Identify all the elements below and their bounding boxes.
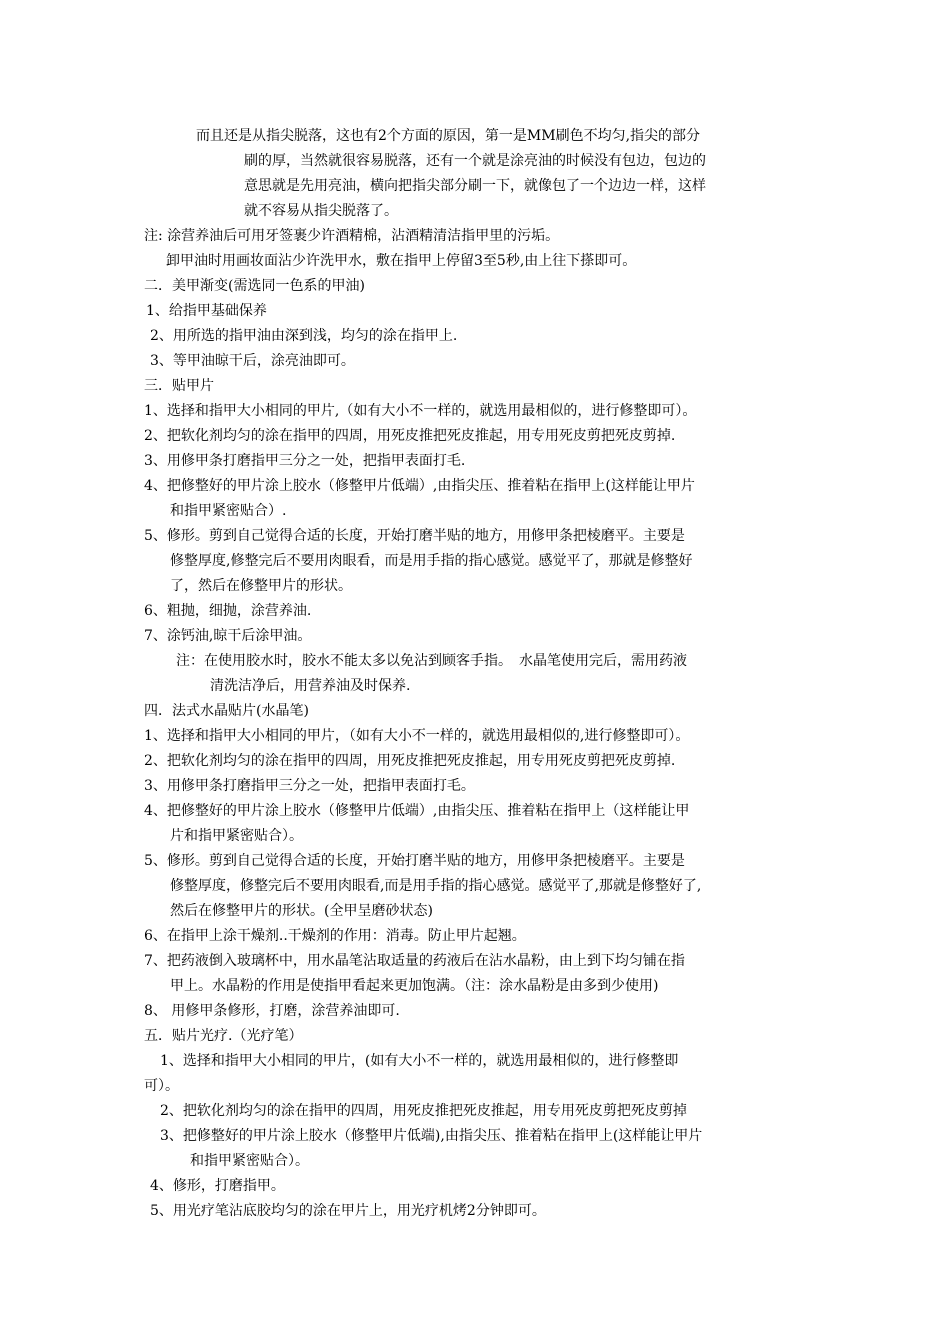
- text-line: 1、选择和指甲大小相同的甲片，(如有大小不一样的，就选用最相似的，进行修整即: [160, 1053, 679, 1069]
- text-line: 5、修形。剪到自己觉得合适的长度，开始打磨半贴的地方，用修甲条把棱磨平。主要是: [144, 853, 685, 869]
- text-line: 2、用所选的指甲油由深到浅，均匀的涂在指甲上.: [150, 328, 458, 344]
- text-line: 3、用修甲条打磨指甲三分之一处，把指甲表面打毛。: [144, 778, 475, 794]
- text-line: 了，然后在修整甲片的形状。: [170, 578, 352, 594]
- text-line: 4、修形，打磨指甲。: [150, 1178, 285, 1194]
- text-line: 1、选择和指甲大小相同的甲片,（如有大小不一样的，就选用最相似的，进行修整即可）。: [144, 403, 697, 419]
- text-line: 和指甲紧密贴合）.: [170, 503, 287, 519]
- text-line: 2、把软化剂均匀的涂在指甲的四周，用死皮推把死皮推起，用专用死皮剪把死皮剪掉: [160, 1103, 687, 1119]
- text-line: 5、用光疗笔沾底胶均匀的涂在甲片上，用光疗机烤2分钟即可。: [150, 1203, 546, 1219]
- text-line: 和指甲紧密贴合）。: [190, 1153, 309, 1169]
- text-line: 1、选择和指甲大小相同的甲片，（如有大小不一样的，就选用最相似的,进行修整即可）。: [144, 728, 690, 744]
- text-line: 8、 用修甲条修形，打磨，涂营养油即可.: [144, 1003, 400, 1019]
- section-heading: 四．法式水晶贴片(水晶笔): [144, 703, 309, 719]
- section-heading: 五．贴片光疗.（光疗笔）: [144, 1028, 303, 1044]
- text-line: 4、把修整好的甲片涂上胶水（修整甲片低端）,由指尖压、推着粘在指甲上(这样能让甲片: [144, 478, 695, 494]
- text-line: 5、修形。剪到自己觉得合适的长度，开始打磨半贴的地方，用修甲条把棱磨平。主要是: [144, 528, 685, 544]
- text-line: 甲上。水晶粉的作用是使指甲看起来更加饱满。（注：涂水晶粉是由多到少使用): [170, 978, 659, 994]
- text-line: 1、给指甲基础保养: [146, 303, 267, 319]
- text-line: 4、把修整好的甲片涂上胶水（修整甲片低端）,由指尖压、推着粘在指甲上（这样能让甲: [144, 803, 690, 819]
- text-line: 片和指甲紧密贴合）。: [170, 828, 303, 844]
- section-heading: 二．美甲渐变(需选同一色系的甲油): [144, 278, 365, 294]
- text-line: 就不容易从指尖脱落了。: [244, 203, 398, 219]
- text-line: 注：在使用胶水时，胶水不能太多以免沾到顾客手指。 水晶笔使用完后，需用药液: [176, 653, 687, 669]
- section-heading: 三．贴甲片: [144, 378, 214, 394]
- text-line: 意思就是先用亮油，横向把指尖部分刷一下，就像包了一个边边一样，这样: [244, 178, 706, 194]
- text-line: 修整厚度,修整完后不要用肉眼看，而是用手指的指心感觉。感觉平了，那就是修整好: [170, 553, 693, 569]
- text-line: 7、把药液倒入玻璃杯中，用水晶笔沾取适量的药液后在沾水晶粉，由上到下均匀铺在指: [144, 953, 685, 969]
- text-line: 6、在指甲上涂干燥剂..干燥剂的作用：消毒。防止甲片起翘。: [144, 928, 526, 944]
- text-line: 修整厚度，修整完后不要用肉眼看,而是用手指的指心感觉。感觉平了,那就是修整好了,: [170, 878, 702, 894]
- text-line: 6、粗抛，细抛，涂营养油.: [144, 603, 312, 619]
- text-line: 然后在修整甲片的形状。(全甲呈磨砂状态): [170, 903, 433, 919]
- text-line: 清洗洁净后，用营养油及时保养.: [210, 678, 411, 694]
- text-line: 3、等甲油晾干后，涂亮油即可。: [150, 353, 355, 369]
- text-line: 7、涂钙油,晾干后涂甲油。: [144, 628, 312, 644]
- text-line: 3、把修整好的甲片涂上胶水（修整甲片低端),由指尖压、推着粘在指甲上(这样能让甲片: [160, 1128, 703, 1144]
- text-line: 2、把软化剂均匀的涂在指甲的四周，用死皮推把死皮推起，用专用死皮剪把死皮剪掉.: [144, 428, 676, 444]
- text-line: 3、用修甲条打磨指甲三分之一处，把指甲表面打毛.: [144, 453, 466, 469]
- text-line: 注: 涂营养油后可用牙签裹少许酒精棉，沾酒精清洁指甲里的污垢。: [144, 228, 560, 244]
- text-line: 刷的厚，当然就很容易脱落，还有一个就是涂亮油的时候没有包边，包边的: [244, 153, 706, 169]
- text-line: 可）。: [144, 1078, 179, 1094]
- text-line: 而且还是从指尖脱落，这也有2个方面的原因，第一是MM刷色不均匀,指尖的部分: [196, 128, 701, 144]
- text-line: 2、把软化剂均匀的涂在指甲的四周，用死皮推把死皮推起，用专用死皮剪把死皮剪掉.: [144, 753, 676, 769]
- text-line: 卸甲油时用画妆面沾少许洗甲水，敷在指甲上停留3至5秒,由上往下搽即可。: [166, 253, 637, 269]
